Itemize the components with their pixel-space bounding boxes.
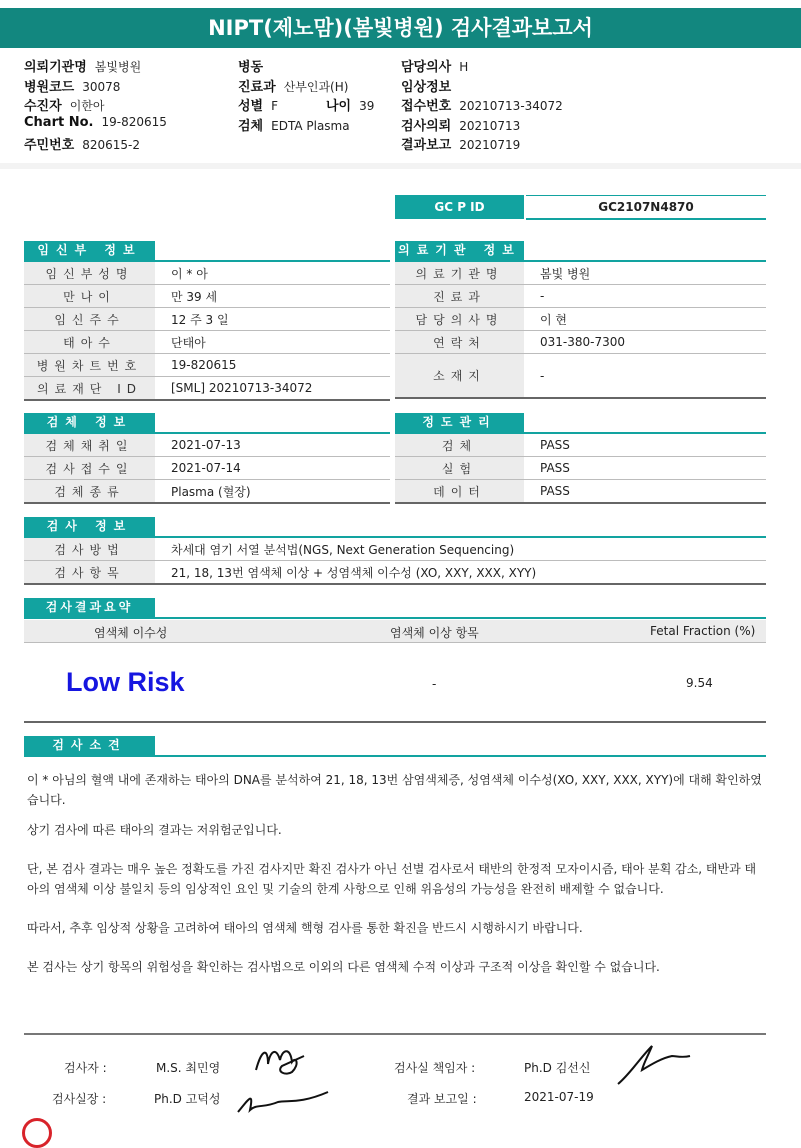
institution-row — [395, 308, 766, 331]
pregnancy-key: 태아수 — [24, 331, 155, 354]
header-field-label: Chart No. — [24, 114, 94, 130]
header-field-label: 결과보고 — [401, 138, 452, 153]
pregnancy-section-title: 임신부 정보 — [24, 241, 155, 260]
specimen-key: 검사접수일 — [24, 457, 155, 480]
header-field — [401, 76, 459, 95]
pregnancy-row — [24, 331, 390, 354]
result-section-title: 검사결과요약 — [24, 598, 155, 617]
header-info — [0, 48, 801, 165]
abnormal-value: - — [432, 677, 437, 691]
institution-value: 이 현 — [524, 308, 766, 331]
institution-row — [395, 262, 766, 285]
age-label: 나이 — [326, 99, 352, 114]
fetal-fraction-value: 9.54 — [686, 676, 713, 690]
findings-text — [27, 770, 767, 977]
findings-section-title: 검사소견 — [24, 736, 155, 755]
institution-value: - — [524, 285, 766, 308]
specimen-key: 검체채취일 — [24, 434, 155, 457]
specimen-value: Plasma (혈장) — [155, 480, 390, 504]
tester-name: M.S. 최민영 — [156, 1061, 221, 1075]
findings-section-rule — [24, 755, 766, 757]
header-field-value: EDTA Plasma — [271, 118, 350, 133]
institution-section-title: 의료기관 정보 — [395, 241, 524, 260]
test-value: 21, 18, 13번 염색체 이상 + 성염색체 이수성 (XO, XXY, XXX, XYY) — [155, 561, 766, 585]
specimen-row — [24, 457, 390, 480]
qc-key: 데이터 — [395, 480, 524, 504]
header-field — [238, 95, 278, 114]
qc-value: PASS — [524, 480, 766, 504]
pregnancy-value: 단태아 — [155, 331, 390, 354]
header-field — [401, 95, 563, 114]
result-col-abnormal: 염색체 이상 항목 — [390, 626, 479, 640]
header-field-label: 접수번호 — [401, 99, 452, 114]
risk-result: Low Risk — [66, 667, 185, 697]
qc-key: 실험 — [395, 457, 524, 480]
header-field-value: 봄빛병원 — [94, 60, 142, 74]
header-field-label: 수진자 — [24, 99, 62, 114]
findings-paragraph: 본 검사는 상기 항목의 위험성을 확인하는 검사법으로 이외의 다른 염색체 수적 이상과 구조적 이상을 확인할 수 없습니다. — [27, 960, 660, 974]
header-field-label: 주민번호 — [24, 138, 75, 153]
header-field-value: 20210719 — [459, 138, 521, 152]
director-name: Ph.D 고덕성 — [154, 1092, 221, 1106]
report-date-label: 결과 보고일 : — [407, 1092, 477, 1106]
pregnancy-value: 만 39 세 — [155, 285, 390, 308]
gcpid-label: GC P ID — [395, 195, 524, 219]
pregnancy-key: 만나이 — [24, 285, 155, 308]
qc-table — [395, 434, 766, 504]
header-field-label: 진료과 — [238, 79, 276, 95]
qc-row — [395, 480, 766, 504]
header-field — [24, 134, 140, 153]
header-field-value: 19-820615 — [101, 114, 167, 129]
specimen-row — [24, 434, 390, 457]
test-key: 검사항목 — [24, 561, 155, 585]
header-field-value: 20210713 — [459, 118, 521, 133]
result-col-aneuploidy: 염색체 이수성 — [94, 626, 168, 640]
pregnancy-value: [SML] 20210713-34072 — [155, 377, 390, 401]
header-field-value: 30078 — [82, 79, 121, 94]
test-section-title: 검사 정보 — [24, 517, 155, 536]
header-field — [24, 95, 104, 114]
header-field-value: F — [271, 99, 279, 113]
header-field — [24, 56, 141, 75]
institution-key: 소재지 — [395, 354, 524, 399]
test-row — [24, 561, 766, 585]
header-field — [238, 115, 350, 134]
specimen-table — [24, 434, 390, 504]
qc-row — [395, 457, 766, 480]
chief-name: Ph.D 김선신 — [524, 1061, 591, 1075]
institution-value: 봄빛 병원 — [524, 262, 766, 285]
header-field — [24, 76, 120, 95]
header-field-value: 이한아 — [69, 99, 105, 113]
institution-key: 진료과 — [395, 285, 524, 308]
institution-key: 의료기관명 — [395, 262, 524, 285]
pregnancy-value: 이 * 아 — [155, 262, 390, 285]
pregnancy-key: 임신부성명 — [24, 262, 155, 285]
result-col-fetal-fraction: Fetal Fraction (%) — [650, 624, 756, 638]
pregnancy-table — [24, 262, 390, 401]
qc-value: PASS — [524, 457, 766, 480]
findings-paragraph: 따라서, 추후 임상적 상황을 고려하여 태아의 염색체 핵형 검사를 통한 확진을 반드시 시행하시기 바랍니다. — [27, 921, 583, 935]
specimen-value: 2021-07-13 — [155, 434, 390, 457]
result-section-rule — [24, 617, 766, 619]
qc-value: PASS — [524, 434, 766, 457]
director-label: 검사실장 : — [52, 1092, 107, 1106]
institution-row — [395, 354, 766, 399]
header-divider — [0, 163, 801, 169]
header-field-label: 검체 — [238, 118, 264, 134]
director-signature — [234, 1082, 334, 1122]
findings-paragraph: 이 * 아님의 혈액 내에 존재하는 태아의 DNA를 분석하여 21, 18, 13번 삼염색체증, 성염색체 이수성(XO, XXY, XXX, XYY)에 대해 확인하였습니다. — [27, 773, 762, 807]
pregnancy-key: 의료재단 ID — [24, 377, 155, 401]
institution-key: 연락처 — [395, 331, 524, 354]
pregnancy-row — [24, 308, 390, 331]
result-row — [24, 643, 766, 723]
specimen-section-title: 검체 정보 — [24, 413, 155, 432]
report-date-value: 2021-07-19 — [524, 1090, 594, 1104]
header-field-label: 의뢰기관명 — [24, 60, 87, 75]
header-field-label: 담당의사 — [401, 60, 452, 75]
test-table — [24, 538, 766, 585]
qc-section-title: 정도관리 — [395, 413, 524, 432]
institution-value: - — [524, 354, 766, 399]
institution-row — [395, 331, 766, 354]
institution-row — [395, 285, 766, 308]
header-field-label: 성별 — [238, 99, 264, 114]
header-field-label: 검사의뢰 — [401, 118, 452, 134]
test-row — [24, 538, 766, 561]
findings-paragraph: 단, 본 검사 결과는 매우 높은 정확도를 가진 검사지만 확진 검사가 아닌 선별 검사로서 태반의 한정적 모자이시즘, 태아 분획 감소, 태반과 태아의 염색체 이상 불일치 등의 임상적인 요인 및 기술의 한계 사항으로 인해 위음성의 가능성을 완전히 배제할 수 없습니다. — [27, 862, 757, 896]
pregnancy-value: 12 주 3 일 — [155, 308, 390, 331]
institution-table — [395, 262, 766, 399]
header-field-value: H — [459, 60, 469, 74]
specimen-value: 2021-07-14 — [155, 457, 390, 480]
pregnancy-key: 병원차트번호 — [24, 354, 155, 377]
header-field — [238, 56, 271, 75]
header-field-value: 20210713-34072 — [459, 99, 563, 113]
pregnancy-row — [24, 354, 390, 377]
header-field-value: 820615-2 — [82, 138, 141, 152]
pregnancy-row — [24, 262, 390, 285]
header-field — [401, 115, 520, 134]
qc-row — [395, 434, 766, 457]
header-field — [238, 76, 348, 95]
specimen-key: 검체종류 — [24, 480, 155, 504]
header-field-label: 병원코드 — [24, 79, 75, 95]
institution-key: 담당의사명 — [395, 308, 524, 331]
report-title: NIPT(제노맘)(봄빛병원) 검사결과보고서 — [0, 8, 801, 48]
test-key: 검사방법 — [24, 538, 155, 561]
chief-label: 검사실 책임자 : — [394, 1061, 476, 1075]
age-field — [326, 95, 374, 114]
header-field — [24, 115, 167, 130]
signature-rule — [24, 1033, 766, 1035]
pregnancy-key: 임신주수 — [24, 308, 155, 331]
specimen-row — [24, 480, 390, 504]
age-value: 39 — [359, 99, 375, 113]
gc-logo-icon — [22, 1118, 52, 1148]
header-field — [401, 56, 468, 75]
header-field-value: 산부인과(H) — [283, 79, 349, 94]
qc-key: 검체 — [395, 434, 524, 457]
header-field — [401, 134, 520, 153]
header-field-label: 임상정보 — [401, 79, 452, 95]
findings-paragraph: 상기 검사에 따른 태아의 결과는 저위험군입니다. — [27, 823, 282, 837]
pregnancy-value: 19-820615 — [155, 354, 390, 377]
pregnancy-row — [24, 377, 390, 401]
tester-label: 검사자 : — [64, 1061, 107, 1075]
gcpid-value: GC2107N4870 — [526, 195, 766, 220]
result-header-row — [24, 620, 766, 643]
chief-signature — [612, 1040, 694, 1090]
test-value: 차세대 염기 서열 분석법(NGS, Next Generation Sequencing) — [155, 538, 766, 561]
institution-value: 031-380-7300 — [524, 331, 766, 354]
header-field-label: 병동 — [238, 60, 264, 75]
pregnancy-row — [24, 285, 390, 308]
tester-signature — [252, 1042, 308, 1080]
